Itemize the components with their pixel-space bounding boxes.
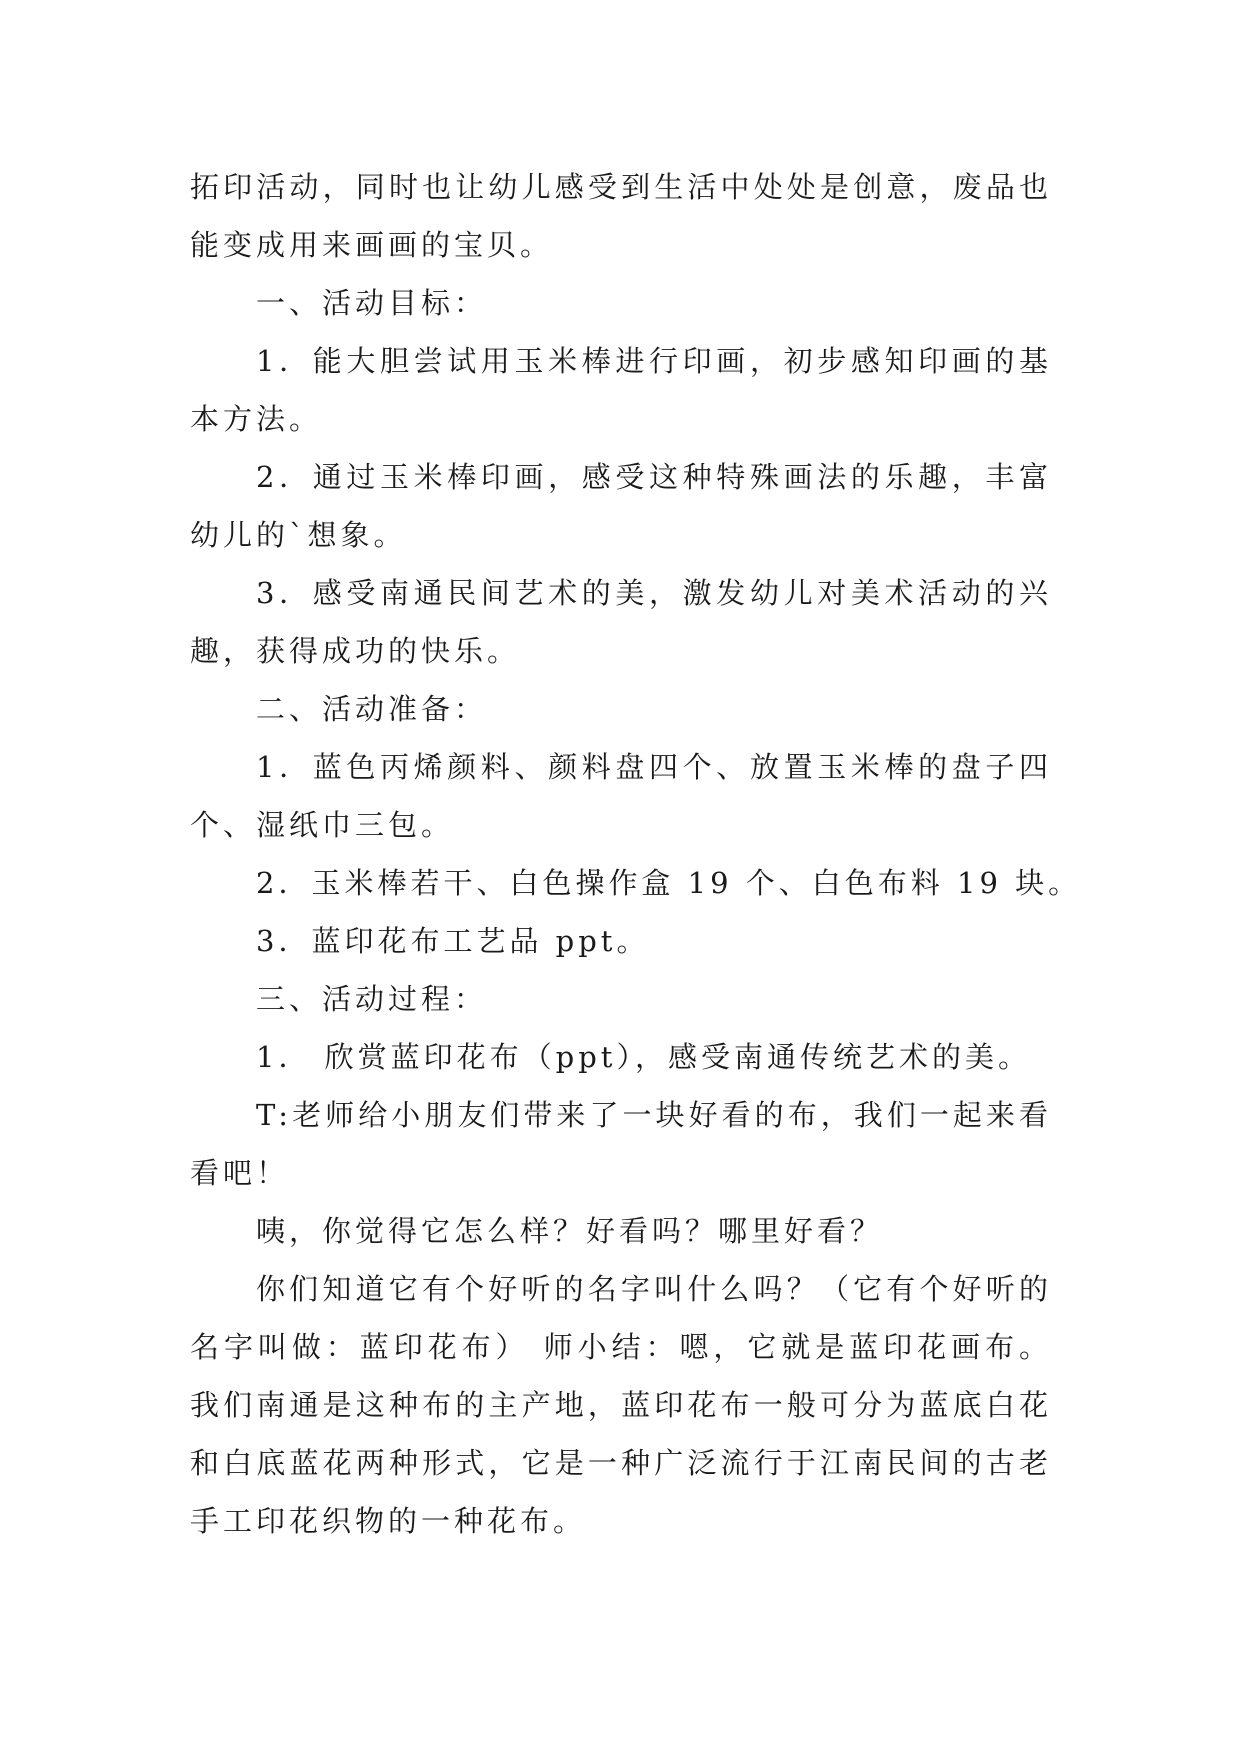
heading-activity-preparation: 二、活动准备： <box>256 692 488 726</box>
goal-item-1: 1．能大胆尝试用玉米棒进行印画，初步感知印画的基本方法。 <box>190 344 1052 436</box>
preparation-item-3: 3．蓝印花布工艺品 ppt。 <box>256 924 650 958</box>
process-step-1: 1． 欣赏蓝印花布（ppt），感受南通传统艺术的美。 <box>256 1040 1031 1074</box>
preparation-item-2: 2．玉米棒若干、白色操作盒 19 个、白色布料 19 块。 <box>256 866 1082 900</box>
document-body <box>190 158 1082 1550</box>
heading-activity-goals: 一、活动目标： <box>256 286 488 320</box>
goal-item-2: 2．通过玉米棒印画，感受这种特殊画法的乐趣，丰富幼儿的`想象。 <box>190 460 1052 552</box>
teacher-summary: 你们知道它有个好听的名字叫什么吗？（它有个好听的名字叫做：蓝印花布） 师小结：嗯，它就是蓝印花画布。我们南通是这种布的主产地，蓝印花布一般可分为蓝底白花和白底蓝花两种形式，它是一种广泛流行于江南民间的古老手工印花织物的一种花布。 <box>190 1272 1052 1538</box>
teacher-question: 咦，你觉得它怎么样？好看吗？哪里好看？ <box>256 1214 884 1248</box>
heading-activity-process: 三、活动过程： <box>256 982 488 1016</box>
paragraph-intro-continued: 拓印活动，同时也让幼儿感受到生活中处处是创意，废品也能变成用来画画的宝贝。 <box>190 170 1052 262</box>
teacher-dialogue-1: T:老师给小朋友们带来了一块好看的布，我们一起来看看吧！ <box>190 1098 1052 1190</box>
goal-item-3: 3．感受南通民间艺术的美，激发幼儿对美术活动的兴趣，获得成功的快乐。 <box>190 576 1052 668</box>
preparation-item-1: 1．蓝色丙烯颜料、颜料盘四个、放置玉米棒的盘子四个、湿纸巾三包。 <box>190 750 1052 842</box>
